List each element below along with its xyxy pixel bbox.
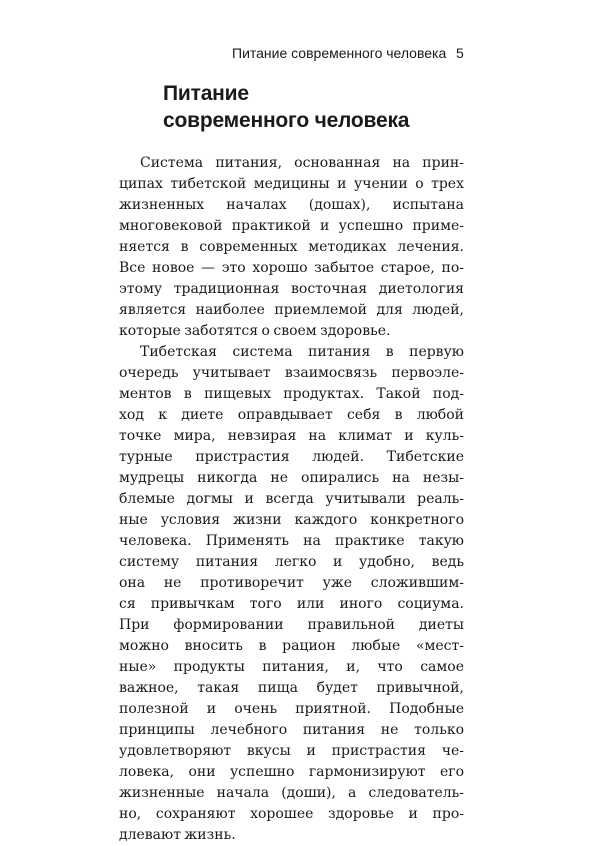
text-line: она не противоречит уже сложившим- (119, 575, 464, 591)
text-line: полезной и очень приятной. Подобные (119, 701, 464, 717)
text-line: ные» продукты питания, и, что самое (119, 659, 464, 675)
chapter-title-line-1: Питание (163, 82, 249, 105)
text-line: Все новое — это хорошо забытое старое, по- (119, 260, 464, 276)
text-line: ся привычкам того или иного социума. (119, 596, 464, 612)
paragraph-1 (119, 153, 464, 342)
text-line: принципы лечебного питания не только (119, 722, 464, 738)
text-line: точке мира, невзирая на климат и куль- (119, 428, 464, 444)
text-line: очередь учитывает взаимосвязь первоэле- (119, 365, 464, 381)
text-line: ловека, они успешно гармонизируют его (119, 764, 464, 780)
text-line: ход к диете оправдывает себя в любой (119, 407, 464, 423)
text-line: жизненных началах (дошах), испытана (119, 197, 464, 213)
text-line: При формировании правильной диеты (119, 617, 464, 633)
text-line: человека. Применять на практике такую (119, 533, 464, 549)
text-line: многовековой практикой и успешно приме- (119, 218, 464, 234)
chapter-title (163, 80, 483, 134)
page-number: 5 (456, 45, 464, 61)
running-title: Питание современного человека (232, 45, 447, 61)
text-line: Система питания, основанная на прин- (140, 155, 464, 171)
text-line: няется в современных методиках лечения. (119, 239, 464, 255)
text-line: жизненные начала (доши), а следователь- (119, 785, 464, 801)
text-line: но, сохраняют хорошее здоровье и про- (119, 806, 464, 822)
body-text (119, 153, 464, 846)
text-line: ципах тибетской медицины и учении о трех (119, 176, 464, 192)
text-line: важное, такая пища будет привычной, (119, 680, 464, 696)
paragraph-2 (119, 342, 464, 846)
chapter-title-line-2: современного человека (163, 109, 410, 132)
text-line: можно вносить в рацион любые «мест- (119, 638, 464, 654)
text-line: этому традиционная восточная диетология (119, 281, 464, 297)
text-line: удовлетворяют вкусы и пристрастия че- (119, 743, 464, 759)
text-line: Тибетская система питания в первую (140, 344, 464, 360)
text-line: ментов в пищевых продуктах. Такой под- (119, 386, 464, 402)
text-line: мудрецы никогда не опирались на незы- (119, 470, 464, 486)
text-line: которые заботятся о своем здоровье. (119, 323, 391, 339)
running-header (232, 43, 477, 63)
text-line: является наиболее приемлемой для людей, (119, 302, 464, 318)
text-line: ные условия жизни каждого конкретного (119, 512, 464, 528)
text-line: турные пристрастия людей. Тибетские (119, 449, 464, 465)
text-line: блемые догмы и всегда учитывали реаль- (119, 491, 464, 507)
text-line: систему питания легко и удобно, ведь (119, 554, 464, 570)
text-line: длевают жизнь. (119, 827, 236, 843)
